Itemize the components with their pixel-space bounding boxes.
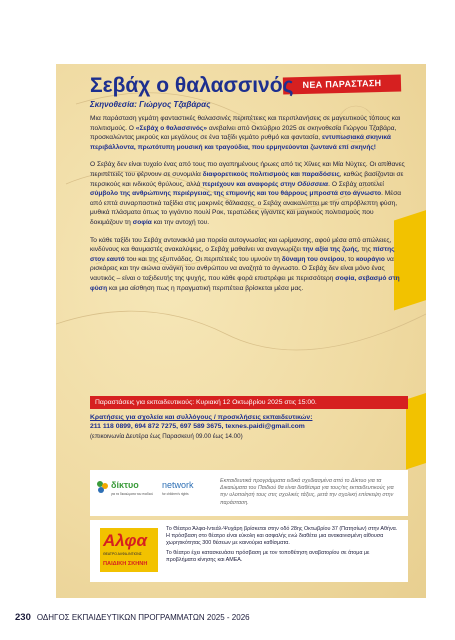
booking-heading: Κρατήσεις για σχολεία και συλλόγους / προσκλήσεις εκπαιδευτικών: [90,414,313,421]
show-title: Σεβάχ ο θαλασσινός [90,74,294,97]
network-logo: network for children's rights [162,480,194,496]
venue-location: Το Θέατρο Άλφα-Ιντεάλ-Ψυχάρη βρίσκεται στην οδό 28ης Οκτωβρίου 37 (Πατησίων) στην Αθήνα. Η πρόσβαση στο θέατρο είναι εύκολη και ασφαλής ενώ διαθέτει μια ανακαινισμένη αίθουσα χωρητικότητας 300 θέσεων με καινούρια καθίσματα. [166,526,398,547]
partners-box [90,470,408,516]
teacher-performance-banner: Παραστάσεις για εκπαιδευτικούς: Κυριακή 12 Οκτωβρίου 2025 στις 15:00. [90,396,408,409]
guide-title: ΟΔΗΓΟΣ ΕΚΠΑΙΔΕΥΤΙΚΩΝ ΠΡΟΓΡΑΜΜΑΤΩΝ 2025 - 2026 [36,613,250,622]
booking-info [90,413,408,441]
venue-box [90,520,408,582]
theatre-alfa-logo: Αλφα ΘΕΑΤΡΟ ΑΛΦΑ-ΙΝΤΙΟΝΣ ΠΑΙΔΙΚΗ ΣΚΗΝΗ [100,528,158,572]
diktio-logo: δίκτυο για τα δικαιώματα του παιδιού [96,478,154,508]
partners-description: Εκπαιδευτικά προγράμματα ειδικά σχεδιασμένα από το Δίκτυο για τα Δικαιώματα του Παιδιού θα είναι διαθέσιμα για τους/τις εκπαιδευτικούς για την υλοποίησή τους στις σχολικές τάξεις, μετά την σχολική επίσκεψη στην παράσταση. [220,478,394,506]
venue-description [166,526,400,567]
description [90,114,406,301]
culture-paragraph: Ο Σεβάχ δεν είναι τυχαίο ένας από τους πιο αγαπημένους ήρωες από τις Χίλιες και Μία Νύχτες. Οι απίθανες περιπέτειές του φέρνουν σε συνομιλία διαφορετικούς πολιτισμούς και παραδόσεις, καθώς βασίζονται σε περσικούς και ινδικούς θρύλους, αλλά περιέχουν και αναφορές στην Οδύσσεια. Ο Σεβάχ αποτελεί σύμβολο της ανθρώπινης περιέργειας, της επιμονής και του θάρρους μπροστά στο άγνωστο. Μέσα από επτά συναρπαστικά ταξίδια στις μακρινές θάλασσες, ο Σεβάχ ανακαλύπτει με την απρόβλεπτη φύση, μυθικά πλάσματα όπως το γιγάντιο πουλί Ροκ, τερατώδεις γίγαντες και μαγικούς πολιτισμούς που δοκιμάζουν τη σοφία και την αντοχή του. [90,161,405,226]
yellow-stripe [406,388,426,469]
diktio-mark-icon [96,480,109,494]
journey-paragraph: Το κάθε ταξίδι του Σεβάχ αντανακλά μια πορεία αυτογνωσίας και ωρίμανσης, αφού μέσα από απώλειες, κινδύνους και θαυμαστές ανακαλύψεις, ο Σεβάχ μαθαίνει να αναγνωρίζει την αξία της ζωής, της πίστης στον εαυτό του και της εξυπνάδας. Οι περιπέτειές του υμνούν τη δύναμη του ονείρου, το κουράγιο να ρισκάρεις και την αιώνια ανάγκη του ανθρώπου να αναζητά το άγνωστο. Ο Σεβάχ δεν είναι μόνο ένας ναυτικός – είναι ο ταξιδευτής της ψυχής, που κάθε φορά επιστρέφει με περισσότερη σοφία, σεβασμό στη φύση και μια αίσθηση πως η πραγματική περιπέτεια βρίσκεται μέσα μας. [90,236,400,292]
booking-contacts[interactable]: 211 118 0899, 694 872 7275, 697 589 3675, texnes.paidi@gmail.com [90,423,305,431]
page-footer [15,612,250,623]
event-card [56,64,426,598]
intro-paragraph: Μια παράσταση γεμάτη φανταστικές θαλασσινές περιπέτειες και περιπλανήσεις σε μαγευτικούς τόπους και πολιτισμούς. Ο «Σεβάχ ο θαλασσινός» ανεβαίνει από Οκτώβριο 2025 σε σκηνοθεσία Γιώργου Τζαβάρα, προσκαλώντας μικρούς και μεγάλους σε ένα ταξίδι γεμάτο ρυθμό και φαντασία, εντυπωσιακά σκηνικά περιβάλλοντα, πρωτότυπη μουσική και τραγούδια, που ερμηνεύονται ζωντανά επί σκηνής! [90,115,401,151]
booking-hours: (επικοινωνία Δευτέρα έως Παρασκευή 09.00 έως 14.00) [90,432,243,440]
venue-accessibility: Το θέατρο έχει κατασκευάσει πρόσβαση με τον τοποθέτηση αναβατορίου σε άτομα με προβλήματα κίνησης και ΑΜΕΑ. [166,550,370,564]
new-show-badge: ΝΕΑ ΠΑΡΑΣΤΑΣΗ [283,74,401,94]
page-number: 230 [15,612,31,623]
director-credit: Σκηνοθεσία: Γιώργος Τζαβάρας [90,100,211,109]
